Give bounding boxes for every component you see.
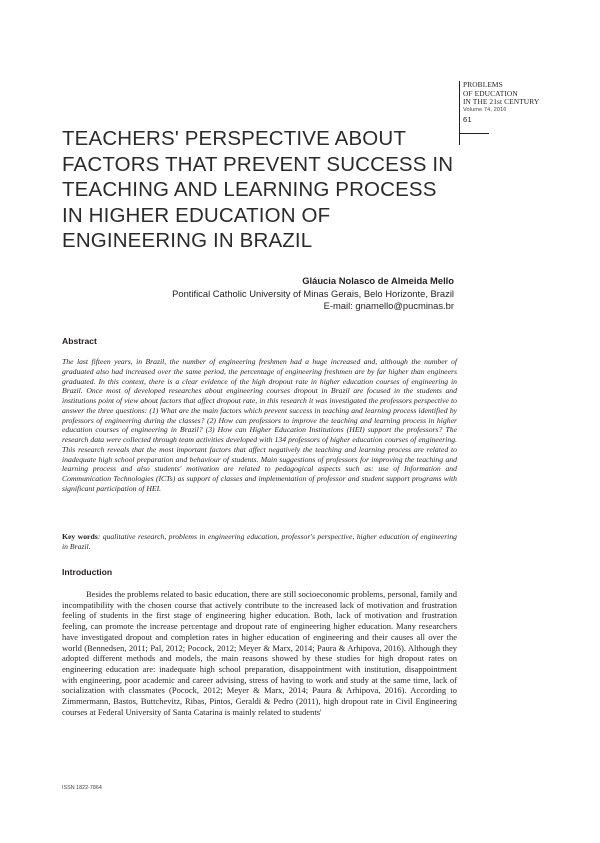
journal-header	[463, 81, 593, 125]
keywords-label: Key words	[62, 532, 98, 541]
author-email: E-mail: gnamello@pucminas.br	[323, 300, 454, 311]
paper-title: TEACHERS' PERSPECTIVE ABOUT FACTORS THAT PREVENT SUCCESS IN TEACHING AND LEARNING PROCESS IN HIGHER EDUCATION OF ENGINEERING IN BRAZIL	[62, 127, 454, 253]
journal-name-line3: IN THE 21st CENTURY	[463, 97, 540, 107]
header-rule-horizontal	[459, 133, 489, 134]
abstract-text: The last fifteen years, in Brazil, the number of engineering freshmen had a huge increased and, although the number of graduated also had increased over the same period, the percentage of engineering freshmen are by far higher than engineers graduated. In this context, there is a clear evidence of the high dropout rate in higher education courses of engineering in Brazil. Once most of developed researches about engineering courses dropout in Brazil are focused in the students and institutions point of view about factors that affect dropout rate, in this research it was investigated the professors perspective to answer the three questions: (1) What are the main factors which prevent success in teaching and learning process identified by professors of engineering during the classes? (2) How can professors to improve the teaching and learning process in higher education courses of engineering in Brazil? (3) How can Higher Education Institutions (HEI) support the professors? The research data were collected through team activities developed with 134 professors of higher education courses of engineering. This research reveals that the most important factors that affect negatively the teaching and learning process are related to inadequate high school preparation and behaviour of students. Main suggestions of professors for improving the teaching and learning process and also students' motivation are related to pedagogical aspects such as: use of Information and Communication Technologies (ICTs) as support of classes and implementation of professor and student support programs with significant participation of HEI.	[62, 357, 457, 493]
journal-volume: Volume 74, 2016	[463, 106, 507, 113]
introduction-text: Besides the problems related to basic education, there are still socioeconomic problems, personal, family and incompatibility with the chosen course that actively contribute to the increased lack of motivation and frustration feeling of students in the first stage of engineering higher education. Both, lack of motivation and frustration feeling, can promote the increase percentage and dropout rate of engineering higher education. Many researchers have investigated dropout and completion rates in higher education of engineering and their causes all over the world (Bennedsen, 2011; Pal, 2012; Pocock, 2012; Meyer & Marx, 2014; Paura & Arhipova, 2016). Although they adopted different methods and models, the main reasons showed by these studies for high dropout rates on engineering education are: inadequate high school preparation, disappointment with institution, disappointment with engineering, poor academic and career advising, stress of having to work and study at the same time, lack of socialization with classmates (Pocock, 2012; Meyer & Marx, 2014; Paura & Arhipova, 2016). According to Zimmermann, Bastos, Buttchevitz, Ribas, Pintos, Geraldi & Pedro (2011), high dropout rate in Civil Engineering courses at Federal University of Santa Catarina is mainly related to students'	[62, 589, 457, 717]
keywords-text: : qualitative research, problems in engineering education, professor's perspective, higher education of engineering in Brazil.	[62, 532, 458, 551]
page-number: 61	[463, 115, 472, 125]
abstract-heading: Abstract	[62, 336, 97, 346]
author-name: Gláucia Nolasco de Almeida Mello	[302, 275, 454, 286]
issn-footer: ISSN 1822-7864	[62, 785, 102, 791]
header-rule-vertical	[459, 81, 460, 145]
author-affiliation: Pontifical Catholic University of Minas Gerais, Belo Horizonte, Brazil	[172, 288, 454, 299]
journal-name-line2: OF EDUCATION	[463, 88, 518, 98]
journal-name-line1: PROBLEMS	[463, 80, 503, 89]
keywords	[62, 532, 457, 552]
introduction-heading: Introduction	[62, 567, 113, 577]
